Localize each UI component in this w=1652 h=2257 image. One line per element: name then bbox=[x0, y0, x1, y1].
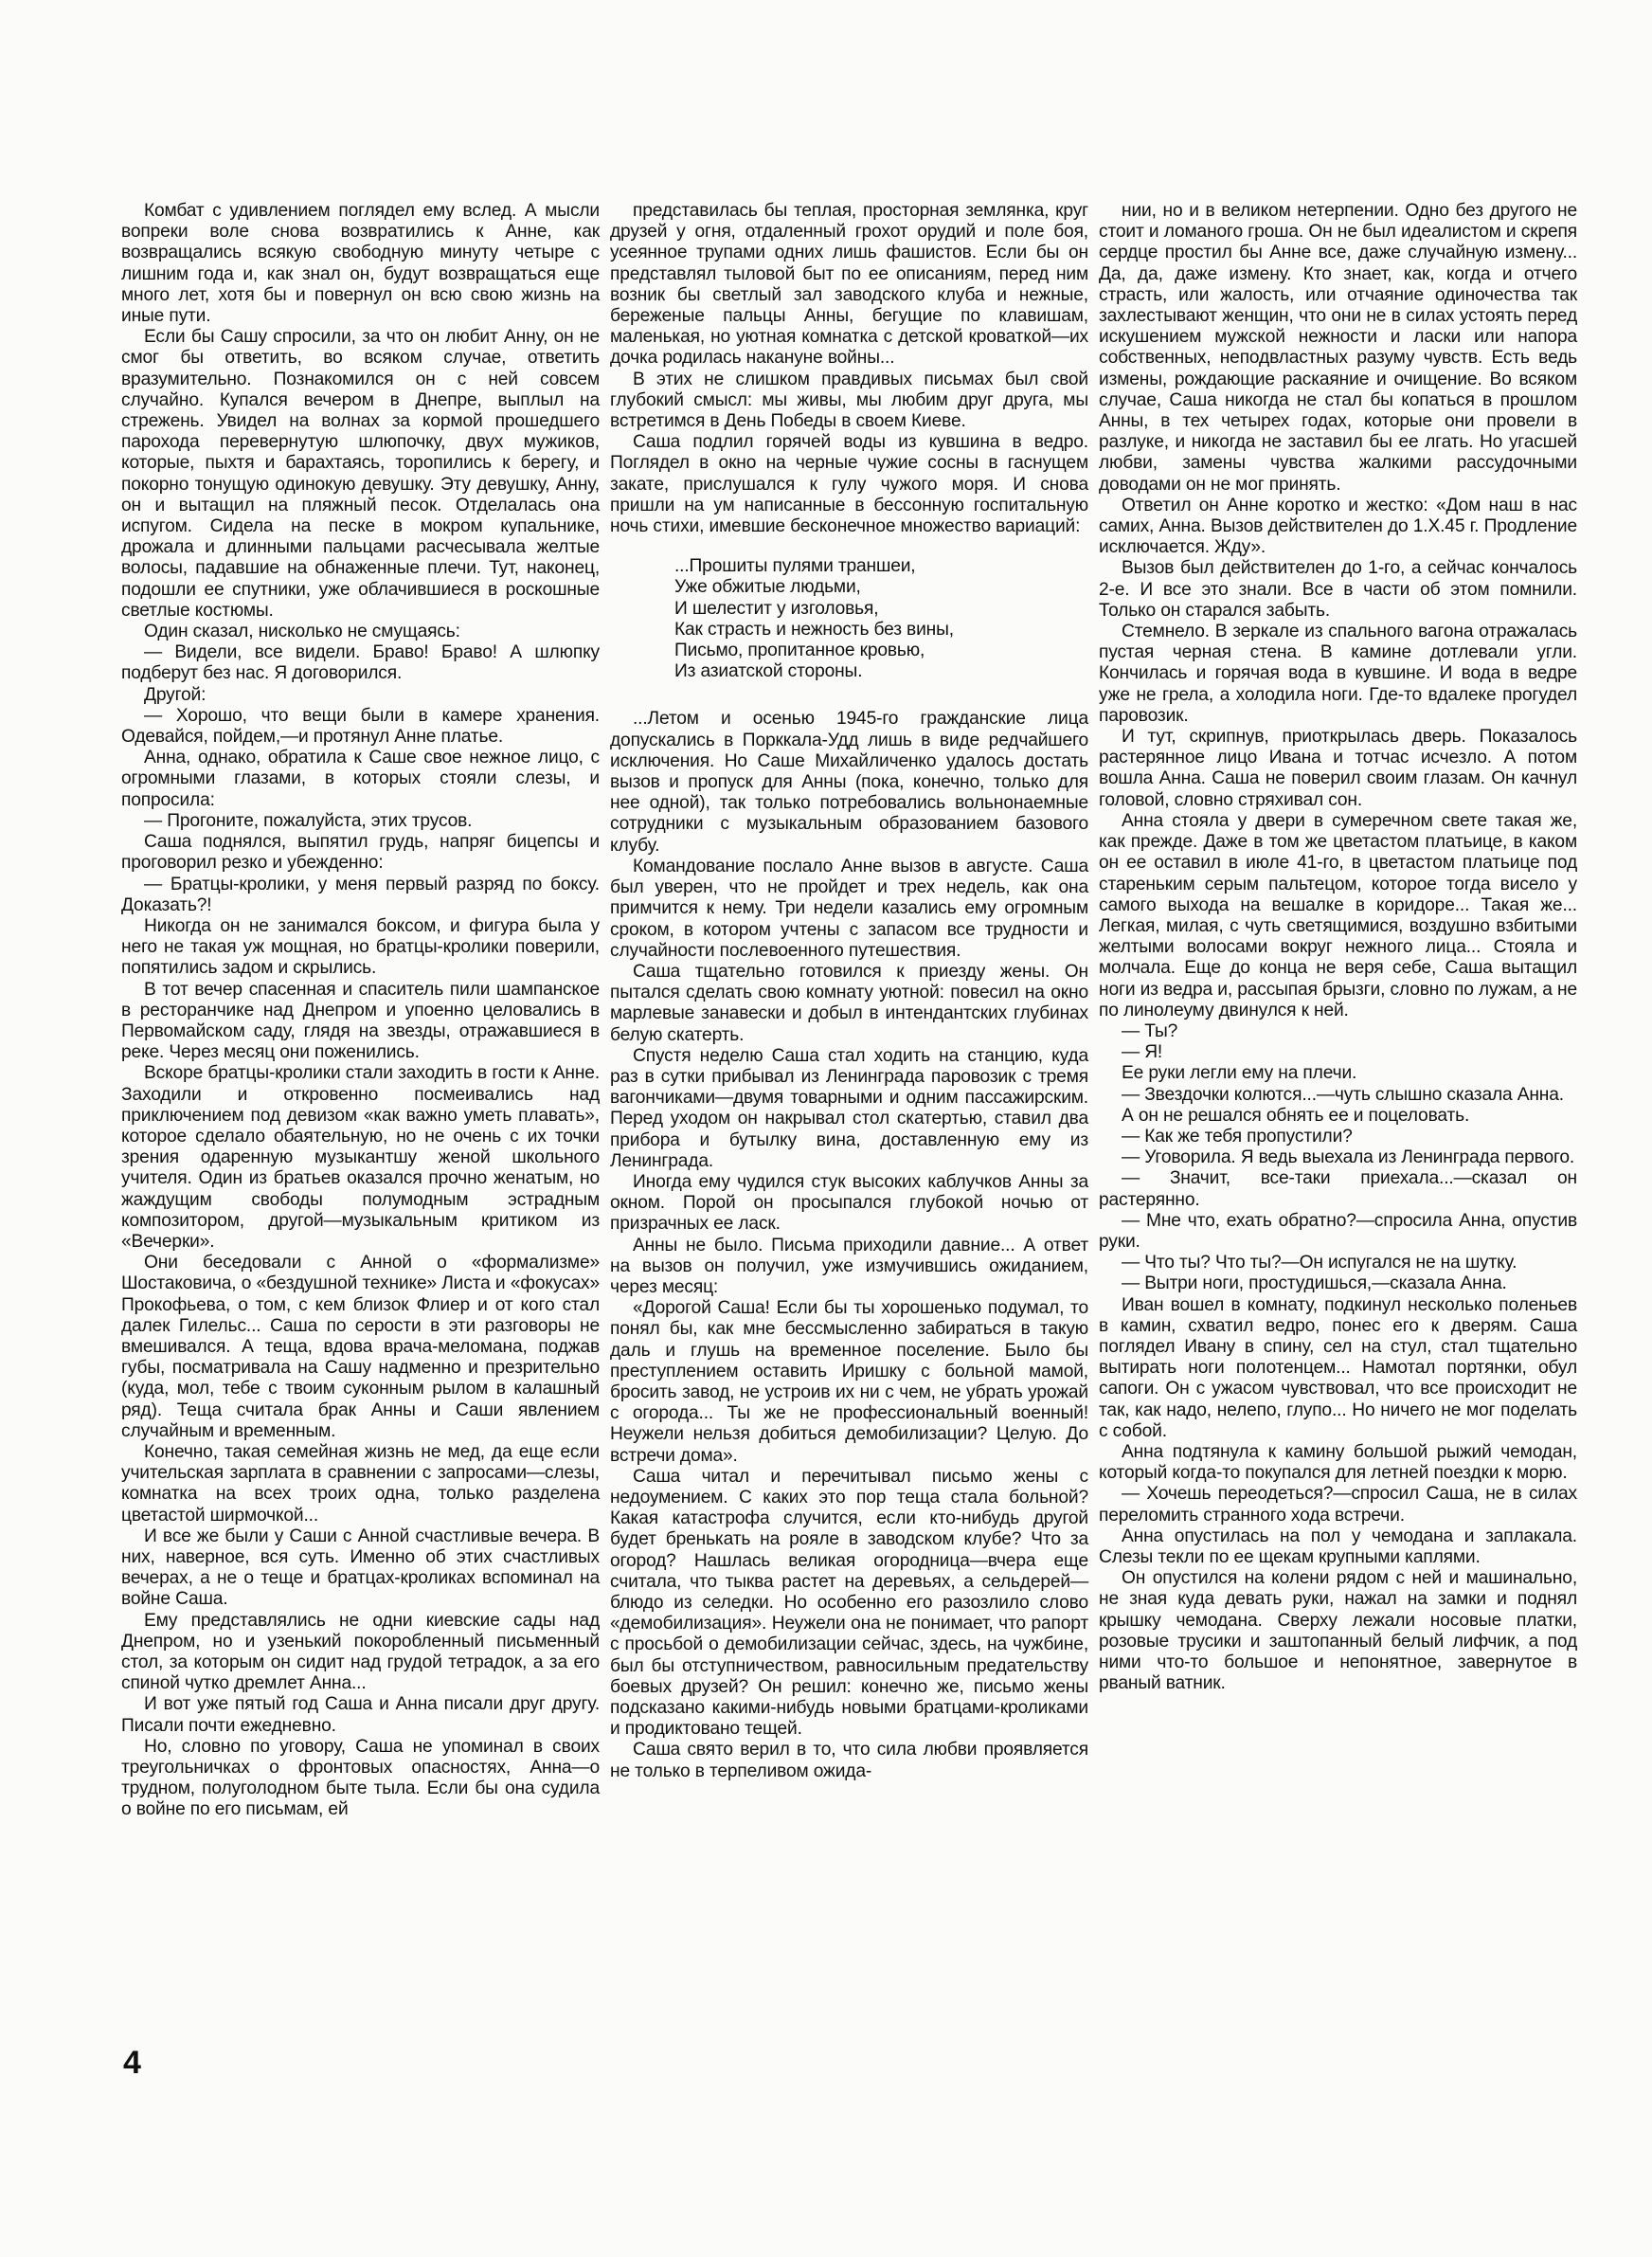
paragraph: Другой: bbox=[144, 684, 206, 705]
paragraph: Анна стояла у двери в сумеречном свете такая же, как прежде. Даже в том же цветастом платьице, в каком он ее оставил в июле 41-го, в цветастом платьице под стареньким серым пальтецом, которое тогда висело у самого выхода на вешалке в коридоре... Такая же... Легкая, милая, с чуть светящимися, воздушно взбитыми желтыми волосами вокруг нежного лица... Стояла и молчала. Еще до конца не веря себе, Саша вытащил ноги из ведра и, рассыпая брызги, словно по лужам, а не по линолеуму двинулся к ней. bbox=[1099, 810, 1577, 1020]
text-column-2 bbox=[610, 201, 1088, 1782]
poem-line: Уже обжитые людьми, bbox=[674, 577, 861, 598]
paragraph: Ответил он Анне коротко и жестко: «Дом наш в нас самих, Анна. Вызов действителен до 1.X.45 г. Продление исключается. Жду». bbox=[1099, 495, 1577, 558]
paragraph: Анна, однако, обратила к Саше свое нежное лицо, с огромными глазами, в которых стояли слезы, и попросила: bbox=[121, 748, 600, 810]
paragraph: А он не решался обнять ее и поцеловать. bbox=[1122, 1105, 1470, 1126]
paragraph: Иногда ему чудился стук высоких каблучков Анны за окном. Порой он просыпался глубокой ночью от призрачных ее ласк. bbox=[610, 1171, 1088, 1235]
poem-line: Как страсть и нежность без вины, bbox=[674, 619, 954, 640]
paragraph: Ее руки легли ему на плечи. bbox=[1122, 1063, 1357, 1084]
paragraph: Саша поднялся, выпятил грудь, напряг бицепсы и проговорил резко и убежденно: bbox=[121, 832, 600, 874]
paragraph: Никогда он не занимался боксом, и фигура была у него не такая уж мощная, но братцы-кролики поверили, попятились задом и скрылись. bbox=[121, 915, 600, 979]
paragraph: — Братцы-кролики, у меня первый разряд по боксу. Доказать?! bbox=[121, 874, 600, 915]
paragraph: Иван вошел в комнату, подкинул несколько поленьев в камин, схватил ведро, понес его к дверям. Саша поглядел Ивану в спину, сел на стул, стал тщательно вытирать ноги полотенцем... Намотал портянки, обул сапоги. Он с ужасом чувствовал, что все происходит не так, как надо, нелепо, глупо... Но ничего не мог поделать с собой. bbox=[1099, 1294, 1577, 1441]
page-number: 4 bbox=[123, 2045, 141, 2081]
paragraph: — Вытри ноги, простудишься,—сказала Анна. bbox=[1122, 1273, 1507, 1294]
poem-line: Из азиатской стороны. bbox=[674, 661, 863, 682]
paragraph: нии, но и в великом нетерпении. Одно без другого не стоит и ломаного гроша. Он не был идеалистом и скрепя сердце простил бы Анне все, даже случайную измену... Да, да, даже измену. Кто знает, как, когда и отчего страсть, или жалость, или отчаяние одиночества так захлестывают женщин, что они не в силах устоять перед искушением мужской нежности и ласки или напора собственных, неподвластных разуму чувств. Есть ведь измены, рождающие раскаяние и очищение. Во всяком случае, Саша никогда не стал бы копаться в прошлом Анны, в тех четырех годах, которые они провели в разлуке, и никогда не заставил бы ее лгать. Но угасшей любви, замены чувства жалкими рассудочными доводами он не мог принять. bbox=[1099, 201, 1577, 495]
paragraph: И все же были у Саши с Анной счастливые вечера. В них, наверное, вся суть. Именно об этих счастливых вечерах, а не о теще и братцах-кроликах вспоминал на войне Саша. bbox=[121, 1526, 600, 1610]
paragraph: Один сказал, нисколько не смущаясь: bbox=[144, 622, 460, 642]
paragraph: Стемнело. В зеркале из спального вагона отражалась пустая черная стена. В камине дотлевали угли. Кончилась и горячая вода в кувшине. И вода в ведре уже не грела, а холодила ноги. Где-то вдалеке прогудел паровозик. bbox=[1099, 622, 1577, 726]
poem-line: Письмо, пропитанное кровью, bbox=[674, 641, 925, 661]
paragraph: — Мне что, ехать обратно?—спросила Анна, опустив руки. bbox=[1099, 1210, 1577, 1252]
paragraph: представилась бы теплая, просторная землянка, круг друзей у огня, отдаленный грохот орудий и поле боя, усеянное трупами одних лишь фашистов. Если бы он представлял тыловой быт по ее описаниям, перед ним возник бы светлый зал заводского клуба и нежные, береженые пальцы Анны, бегущие по клавишам, маленькая, но уютная комнатка с детской кроваткой—их дочка родилась накануне войны... bbox=[610, 201, 1088, 369]
paragraph: «Дорогой Саша! Если бы ты хорошенько подумал, то понял бы, как мне бессмысленно забираться в такую даль и глушь на временное поселение. Было бы преступлением оставить Иришку с больной мамой, бросить завод, не устроив их ни с чем, не убрать урожай с огорода... Ты же не профессиональный военный! Неужели нельзя добиться демобилизации? Целую. До встречи дома». bbox=[610, 1298, 1088, 1466]
poem-line: И шелестит у изголовья, bbox=[674, 598, 879, 619]
text-column-1 bbox=[121, 201, 600, 1821]
paragraph: Анна опустилась на пол у чемодана и заплакала. Слезы текли по ее щекам крупными каплями. bbox=[1099, 1526, 1577, 1567]
paragraph: — Хорошо, что вещи были в камере хранения. Одевайся, пойдем,—и протянул Анне платье. bbox=[121, 705, 600, 748]
paragraph: Саша тщательно готовился к приезду жены. Он пытался сделать свою комнату уютной: повесил на окно марлевые занавески и добыл в интендантских глубинах белую скатерть. bbox=[610, 961, 1088, 1045]
paragraph: Вскоре братцы-кролики стали заходить в гости к Анне. Заходили и откровенно посмеивались над приключением под девизом «как важно уметь плавать», которое сделало обаятельную, но не очень с их точки зрения одаренную музыкантшу женой школьного учителя. Один из братьев оказался прочно женатым, но жаждущим свободы полумодным эстрадным композитором, другой—музыкальным критиком из «Вечерки». bbox=[121, 1063, 600, 1252]
paragraph: — Как же тебя пропустили? bbox=[1122, 1126, 1353, 1147]
paragraph: — Ты? bbox=[1122, 1020, 1178, 1041]
paragraph: — Я! bbox=[1122, 1042, 1163, 1063]
paragraph: ...Летом и осенью 1945-го гражданские лица допускались в Порккала-Удд лишь в виде редчайшего исключения. Но Саше Михайличенко удалось достать вызов и пропуск для Анны (пока, конечно, только для нее одной), так только потребовались вольнонаемные сотрудники с музыкальным образованием базового клубу. bbox=[610, 709, 1088, 856]
paragraph: — Прогоните, пожалуйста, этих трусов. bbox=[144, 810, 473, 831]
paragraph: Ему представлялись не одни киевские сады над Днепром, но и узенький покоробленный письменный стол, за которым он сидит над грудой тетрадок, а за его спиной чутко дремлет Анна... bbox=[121, 1610, 600, 1694]
paragraph: Но, словно по уговору, Саша не упоминал в своих треугольничках о фронтовых опасностях, Анна—о трудном, полуголодном быте тыла. Если бы она судила о войне по его письмам, ей bbox=[121, 1736, 600, 1820]
paragraph: Он опустился на колени рядом с ней и машинально, не зная куда девать руки, нажал на замки и поднял крышку чемодана. Сверху лежали носовые платки, розовые трусики и заштопанный белый лифчик, а под ними что-то большое и непонятное, завернутое в рваный ватник. bbox=[1099, 1568, 1577, 1694]
paragraph: — Звездочки колются...—чуть слышно сказала Анна. bbox=[1122, 1084, 1564, 1105]
paragraph: Комбат с удивлением поглядел ему вслед. А мысли вопреки воле снова возвратились к Анне, как возвращались всякую свободную минуту четыре с лишним года и, как знал он, будут возвращаться еще много лет, хотя бы и повернул он всю свою жизнь на иные пути. bbox=[121, 201, 600, 327]
paragraph: Саша подлил горячей воды из кувшина в ведро. Поглядел в окно на черные чужие сосны в гаснущем закате, прислушался к гулу чужого моря. И снова пришли на ум написанные в бессонную госпитальную ночь стихи, имевшие бесконечное множество вариаций: bbox=[610, 432, 1088, 537]
paragraph: Если бы Сашу спросили, за что он любит Анну, он не смог бы ответить, во всяком случае, ответить вразумительно. Познакомился он с ней совсем случайно. Купался вечером в Днепре, выплыл на стрежень. Увидел на волнах за кормой прошедшего парохода перевернутую шлюпочку, двух мужиков, которые, пыхтя и барахтаясь, торопились к берегу, и покорно тонущую одинокую девушку. Эту девушку, Анну, он и вытащил на пляжный песок. Отделалась она испугом. Сидела на песке в мокром купальнике, дрожала и длинными пальцами расчесывала желтые волосы, падавшие на обнаженные плечи. Тут, наконец, подошли ее спутники, уже облачившиеся в роскошные светлые костюмы. bbox=[121, 327, 600, 621]
paragraph: — Видели, все видели. Браво! Браво! А шлюпку подберут без нас. Я договорился. bbox=[121, 642, 600, 684]
paragraph: Командование послало Анне вызов в августе. Саша был уверен, что не пройдет и трех недель, как она примчится к нему. Три недели казались ему огромным сроком, в котором учтены с запасом все трудности и случайности послевоенного путешествия. bbox=[610, 856, 1088, 961]
paragraph: — Уговорила. Я ведь выехала из Ленинграда первого. bbox=[1122, 1147, 1575, 1168]
paragraph: Вызов был действителен до 1-го, а сейчас кончалось 2-е. И все это знали. Все в части об этом помнили. Только он старался забыть. bbox=[1099, 558, 1577, 621]
poem-line: ...Прошиты пулями траншеи, bbox=[674, 556, 916, 577]
poem bbox=[674, 556, 1088, 682]
paragraph: — Хочешь переодеться?—спросил Саша, не в силах переломить странного хода встречи. bbox=[1099, 1484, 1577, 1526]
paragraph: И тут, скрипнув, приоткрылась дверь. Показалось растерянное лицо Ивана и тотчас исчезло. А потом вошла Анна. Саша не поверил своим глазам. Он качнул головой, словно стряхивал сон. bbox=[1099, 727, 1577, 810]
text-column-3 bbox=[1099, 201, 1577, 1694]
paragraph: Саша свято верил в то, что сила любви проявляется не только в терпеливом ожида- bbox=[610, 1740, 1088, 1781]
paragraph: Они беседовали с Анной о «формализме» Шостаковича, о «бездушной технике» Листа и «фокусах» Прокофьева, о том, с кем близок Флиер и от кого стал далек Гилельс... Саша по серости в эти разговоры не вмешивался. А теща, вдова врача-меломана, поджав губы, посматривала на Сашу надменно и презрительно (куда, мол, тебе с твоим суконным рылом в калашный ряд). Теща считала брак Анны и Саши явлением случайным и временным. bbox=[121, 1253, 600, 1441]
paragraph: — Значит, все-таки приехала...—сказал он растерянно. bbox=[1099, 1168, 1577, 1210]
paragraph: — Что ты? Что ты?—Он испугался не на шутку. bbox=[1122, 1253, 1517, 1273]
paragraph: В тот вечер спасенная и спаситель пили шампанское в ресторанчике над Днепром и упоенно целовались в Первомайском саду, глядя на звезды, отражавшиеся в реке. Через месяц они поженились. bbox=[121, 979, 600, 1063]
paragraph: Спустя неделю Саша стал ходить на станцию, куда раз в сутки прибывал из Ленинграда паровозик с тремя вагончиками—двумя товарными и одним пассажирским. Перед уходом он накрывал стол скатертью, ставил два прибора и бутылку вина, доставленную ему из Ленинграда. bbox=[610, 1045, 1088, 1171]
paragraph: Анны не было. Письма приходили давние... А ответ на вызов он получил, уже измучившись ожиданием, через месяц: bbox=[610, 1235, 1088, 1297]
paragraph: Конечно, такая семейная жизнь не мед, да еще если учительская зарплата в сравнении с запросами—слезы, комнатка на всех троих одна, только разделена цветастой ширмочкой... bbox=[121, 1441, 600, 1526]
paragraph: И вот уже пятый год Саша и Анна писали друг другу. Писали почти ежедневно. bbox=[121, 1694, 600, 1736]
paragraph: Анна подтянула к камину большой рыжий чемодан, который когда-то покупался для летней поездки к морю. bbox=[1099, 1441, 1577, 1484]
paragraph: В этих не слишком правдивых письмах был свой глубокий смысл: мы живы, мы любим друг друга, мы встретимся в День Победы в своем Киеве. bbox=[610, 369, 1088, 432]
paragraph: Саша читал и перечитывал письмо жены с недоумением. С каких это пор теща стала больной? Какая катастрофа случится, если кто-нибудь другой будет бренькать на рояле в заводском клубе? Что за огород? Нашлась великая огородница—вчера еще считала, что тыква растет на деревьях, а сельдерей—блюдо из селедки. Но особенно его разозлило слово «демобилизация». Неужели она не понимает, что рапорт с просьбой о демобилизации сейчас, здесь, на чужбине, был бы отступничеством, равносильным предательству боевых друзей? Он решил: конечно же, письмо жены подсказано какими-нибудь новыми братцами-кроликами и продиктовано тещей. bbox=[610, 1466, 1088, 1740]
